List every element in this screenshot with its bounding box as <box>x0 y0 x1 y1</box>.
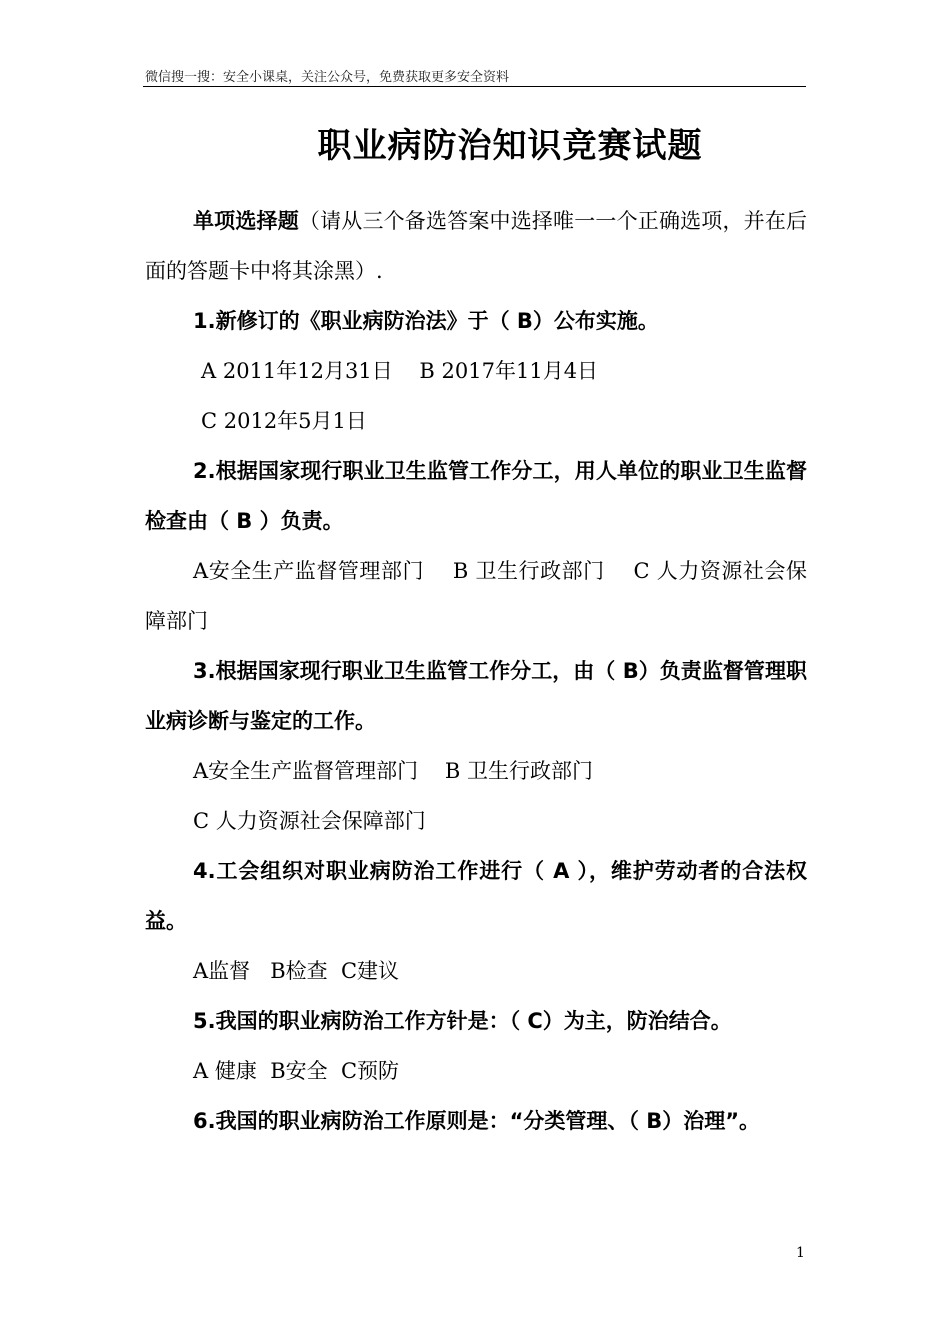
question-1-stem: 1.新修订的《职业病防治法》于（ B）公布实施。 <box>193 309 659 333</box>
question-6-stem: 6.我国的职业病防治工作原则是：“分类管理、（ B）治理”。 <box>193 1109 761 1133</box>
question-5-options: A 健康 B安全 C预防 <box>193 1059 400 1083</box>
question-1-options-line-1: A 2011年12月31日 B 2017年11月4日 <box>201 359 599 383</box>
intro-instructions: （请从三个备选答案中选择唯一一个正确选项，并在后面的答题卡中将其涂黑）. <box>145 209 808 283</box>
intro-heading: 单项选择题 <box>193 209 299 233</box>
intro-paragraph <box>145 196 807 296</box>
document-body <box>145 196 807 1146</box>
question-3-options-line-2: C 人力资源社会保障部门 <box>193 809 426 833</box>
question-2-options: A安全生产监督管理部门 B 卫生行政部门 C 人力资源社会保障部门 <box>145 559 807 633</box>
page-number: 1 <box>796 1245 805 1261</box>
question-3-options-line-1: A安全生产监督管理部门 B 卫生行政部门 <box>193 759 593 783</box>
question-3-stem: 3.根据国家现行职业卫生监管工作分工，由（ B）负责监督管理职业病诊断与鉴定的工作。 <box>145 659 807 733</box>
question-4-options: A监督 B检查 C建议 <box>193 959 400 983</box>
question-5-stem: 5.我国的职业病防治工作方针是：（ C）为主，防治结合。 <box>193 1009 732 1033</box>
question-2-stem: 2.根据国家现行职业卫生监管工作分工，用人单位的职业卫生监督检查由（ B ）负责。 <box>145 459 807 533</box>
question-1-options-line-2: C 2012年5月1日 <box>201 409 367 433</box>
question-4-stem: 4.工会组织对职业病防治工作进行（ A ），维护劳动者的合法权益。 <box>145 859 807 933</box>
page-header: 微信搜一搜：安全小课桌，关注公众号，免费获取更多安全资料 <box>145 70 510 85</box>
header-rule <box>143 86 806 87</box>
document-title: 职业病防治知识竞赛试题 <box>317 126 703 166</box>
